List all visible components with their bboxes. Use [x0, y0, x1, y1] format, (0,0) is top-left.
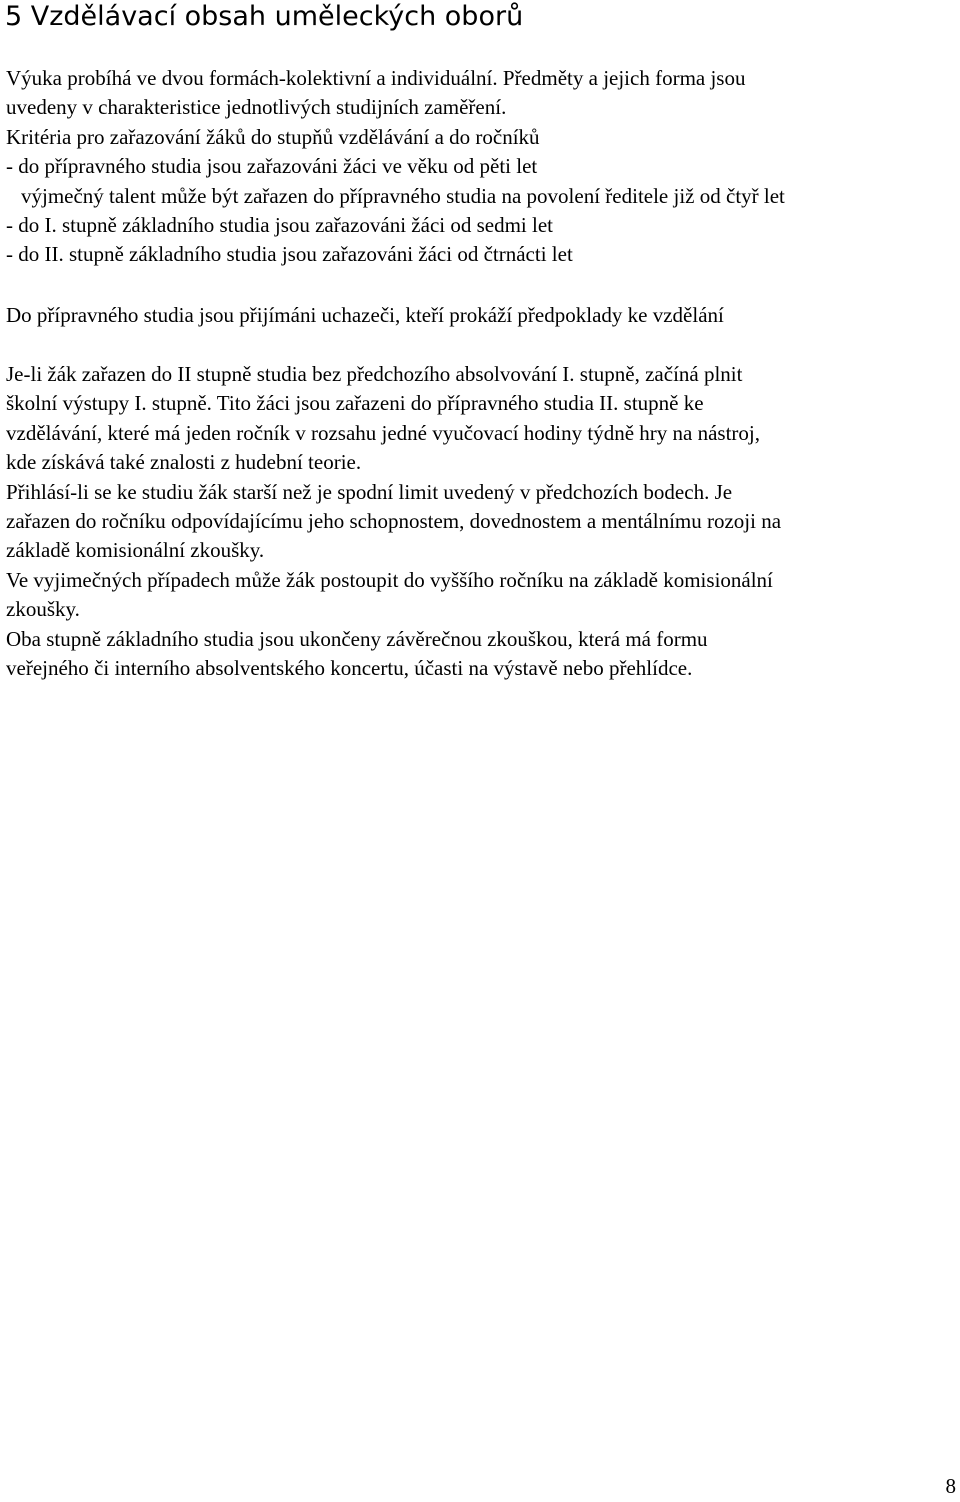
intro-line: uvedeny v charakteristice jednotlivých studijních zaměření. [6, 95, 507, 120]
details-section [6, 360, 956, 683]
details-line: Přihlásí-li se ke studiu žák starší než je spodní limit uvedený v předchozích bodech. Je [6, 479, 733, 504]
criteria-heading: Kritéria pro zařazování žáků do stupňů vzdělávání a do ročníků [6, 124, 540, 149]
intro-line: Výuka probíhá ve dvou formách-kolektivní a individuální. Předměty a jejich forma jsou [6, 66, 746, 90]
details-line: Oba stupně základního studia jsou ukončeny závěrečnou zkouškou, která má formu [6, 626, 708, 651]
details-line: zařazen do ročníku odpovídajícímu jeho schopnostem, dovednostem a mentálnímu rozoji na [6, 509, 782, 534]
details-line: školní výstupy I. stupně. Tito žáci jsou zařazeni do přípravného studia II. stupně ke [6, 391, 704, 416]
admission-paragraph [6, 301, 956, 330]
admission-line: Do přípravného studia jsou přijímáni uchazeči, kteří prokáží předpoklady ke vzdělání [6, 303, 724, 327]
details-line: Ve vyjimečných případech může žák postoupit do vyššího ročníku na základě komisionální [6, 567, 773, 592]
criteria-item: - do I. stupně základního studia jsou zařazováni žáci od sedmi let [6, 213, 553, 238]
criteria-item: - do přípravného studia jsou zařazováni žáci ve věku od pěti let [6, 154, 538, 179]
details-line: veřejného či interního absolventského koncertu, účasti na výstavě nebo přehlídce. [6, 656, 693, 681]
criteria-item: - do II. stupně základního studia jsou zařazováni žáci od čtrnácti let [6, 242, 573, 267]
intro-section [6, 64, 956, 270]
page-title: 5 Vzdělávací obsah uměleckých oborů [5, 1, 524, 32]
criteria-item: výjmečný talent může být zařazen do přípravného studia na povolení ředitele již od čtyř let [21, 183, 785, 208]
details-line: zkoušky. [6, 597, 80, 622]
page-number: 8 [945, 1474, 956, 1498]
details-line: vzdělávání, které má jeden ročník v rozsahu jedné vyučovací hodiny týdně hry na nástroj, [6, 420, 760, 445]
details-line: Je-li žák zařazen do II stupně studia bez předchozího absolvování I. stupně, začíná plnit [6, 362, 743, 386]
details-line: základě komisionální zkoušky. [6, 538, 265, 563]
details-line: kde získává také znalosti z hudební teorie. [6, 450, 362, 475]
